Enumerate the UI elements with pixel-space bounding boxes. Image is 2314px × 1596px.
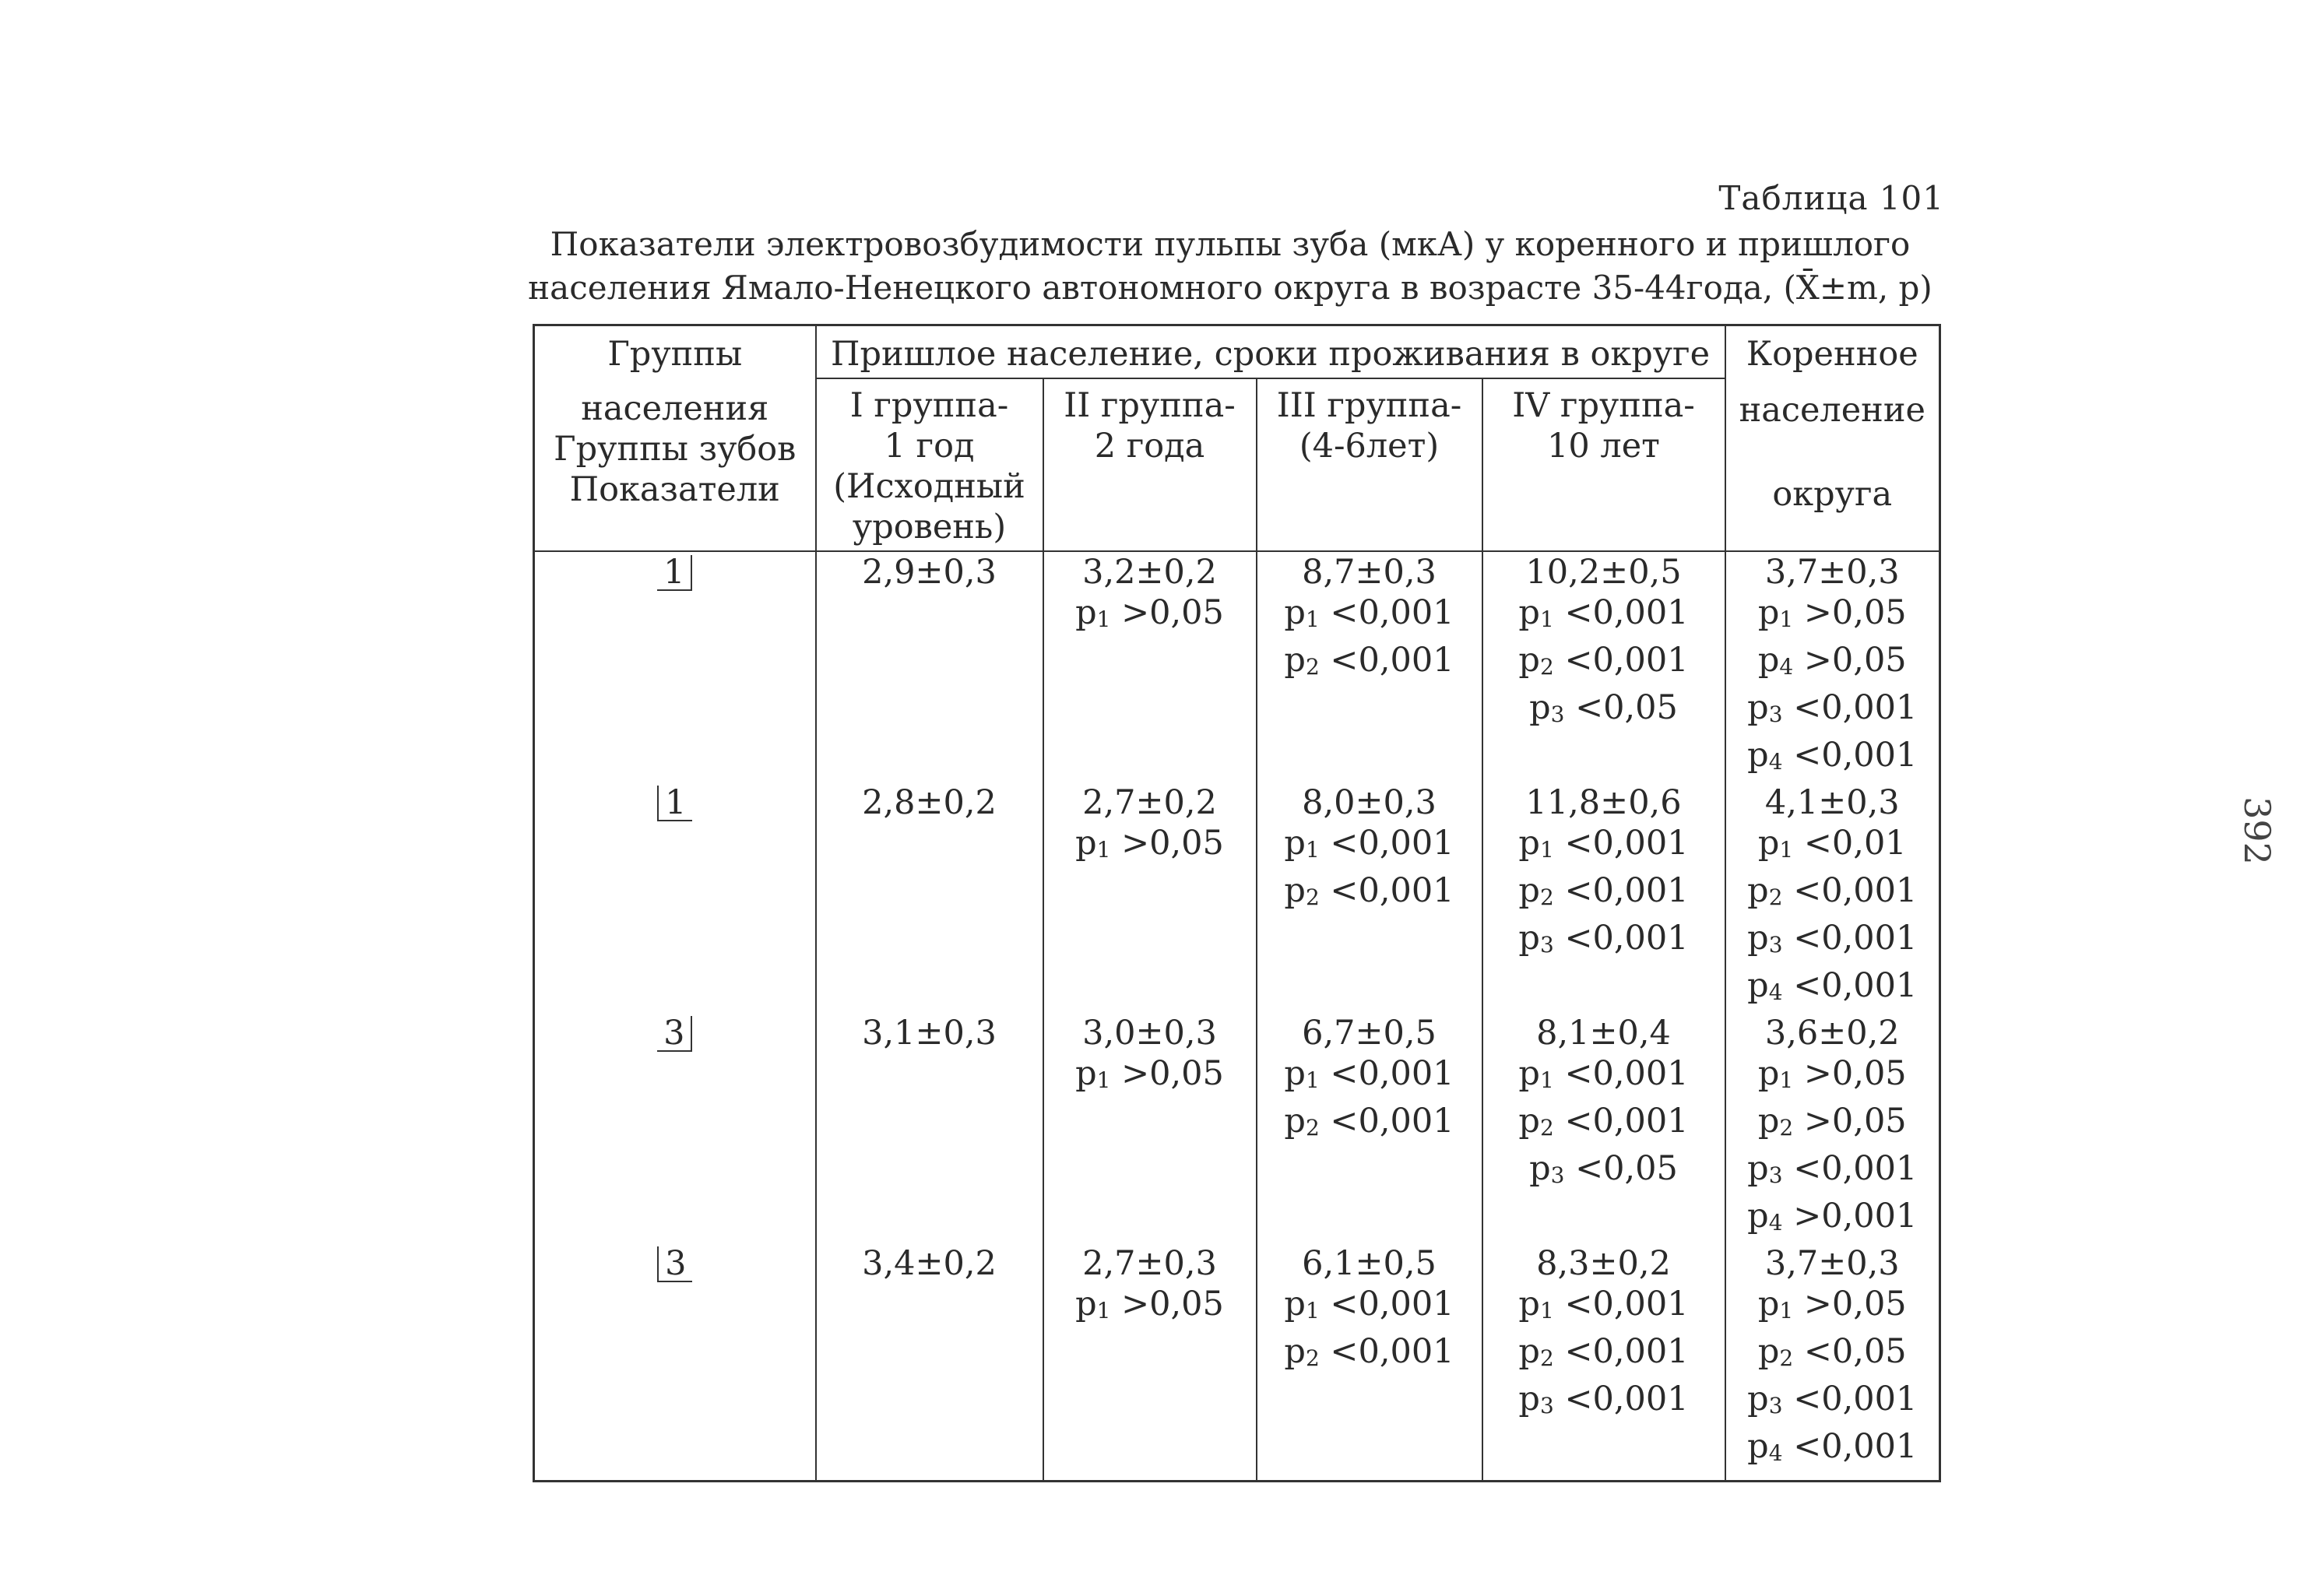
row-label-line: Показатели <box>569 470 780 509</box>
mean-value: 6,1±0,5 <box>1302 1244 1437 1283</box>
p-value: $p_1 <0,001$ <box>1518 1285 1689 1324</box>
p-value: $p_1 >0,05$ <box>1075 1285 1224 1324</box>
group-header-line: 2 года <box>1094 427 1205 466</box>
g3-value-cell <box>1257 1243 1482 1482</box>
p-value: $p_1 <0,001$ <box>1518 1054 1689 1093</box>
mean-value: 8,0±0,3 <box>1302 783 1437 822</box>
p-value: $p_2 <0,001$ <box>1284 1102 1454 1141</box>
group-1-header <box>816 378 1043 551</box>
p-value: $p_1 >0,05$ <box>1075 593 1224 632</box>
group-header-line: (4-6лет) <box>1299 427 1440 466</box>
table-number-label: Таблица 101 <box>1718 179 1944 217</box>
mean-value: 3,4±0,2 <box>862 1244 997 1283</box>
group-header-line: (Исходный <box>833 467 1025 506</box>
p-value: $p_3 <0,001$ <box>1747 919 1918 958</box>
native-value-cell <box>1725 551 1940 782</box>
g4-value-cell <box>1482 782 1725 1013</box>
p-value: $p_1 >0,05$ <box>1757 1054 1907 1093</box>
p-value: $p_2 >0,05$ <box>1757 1102 1907 1141</box>
p-value: $p_3 <0,05$ <box>1529 1149 1678 1188</box>
g4-value-cell <box>1482 1013 1725 1243</box>
mean-value: 3,2±0,2 <box>1082 553 1217 592</box>
p-value: $p_2 <0,001$ <box>1284 641 1454 680</box>
g3-value-cell <box>1257 551 1482 782</box>
p-value: $p_4 <0,001$ <box>1747 966 1918 1005</box>
native-header-line: Коренное <box>1746 335 1918 374</box>
mean-value: 3,7±0,3 <box>1764 1244 1900 1283</box>
p-value: $p_2 <0,05$ <box>1757 1332 1907 1371</box>
table-row <box>534 782 1940 1013</box>
table-caption <box>483 223 1978 310</box>
g2-value-cell <box>1043 1243 1257 1482</box>
p-value: $p_2 <0,001$ <box>1284 1332 1454 1371</box>
caption-line: населения Ямало-Ненецкого автономного округа в возрасте 35-44года, (X̄±m, p) <box>528 269 1932 307</box>
native-header-line: округа <box>1772 475 1893 514</box>
g2-value-cell <box>1043 551 1257 782</box>
group-header-line: 1 год <box>884 427 975 466</box>
g2-value-cell <box>1043 1013 1257 1243</box>
p-value: $p_2 <0,001$ <box>1518 641 1689 680</box>
mean-value: 3,0±0,3 <box>1082 1014 1217 1053</box>
mean-value: 10,2±0,5 <box>1525 553 1682 592</box>
native-value-cell <box>1725 1243 1940 1482</box>
tooth-group-cell <box>534 551 816 782</box>
page-number: 392 <box>2235 796 2278 865</box>
p-value: $p_3 <0,001$ <box>1518 919 1689 958</box>
g4-value-cell <box>1482 1243 1725 1482</box>
p-value: $p_3 <0,001$ <box>1747 688 1918 727</box>
p-value: $p_3 <0,05$ <box>1529 688 1678 727</box>
tooth-number: 1 <box>657 555 692 591</box>
tooth-group-cell <box>534 1013 816 1243</box>
tooth-number: 3 <box>657 1246 692 1282</box>
p-value: $p_1 >0,05$ <box>1757 1285 1907 1324</box>
p-value: $p_3 <0,001$ <box>1747 1380 1918 1418</box>
p-value: $p_1 >0,05$ <box>1075 824 1224 863</box>
mean-value: 2,8±0,2 <box>862 783 997 822</box>
group-header-line: IV группа- <box>1512 386 1695 425</box>
group-header-line: уровень) <box>852 508 1007 547</box>
tooth-group-cell <box>534 782 816 1013</box>
caption-line: Показатели электровозбудимости пульпы зуба (мкА) у коренного и пришлого <box>550 225 1911 263</box>
newcomer-population-title: Пришлое население, сроки проживания в округе <box>830 335 1711 374</box>
g1-value-cell <box>816 551 1043 782</box>
mean-value: 6,7±0,5 <box>1302 1014 1437 1053</box>
p-value: $p_1 <0,001$ <box>1284 593 1454 632</box>
g3-value-cell <box>1257 1013 1482 1243</box>
p-value: $p_1 <0,001$ <box>1518 593 1689 632</box>
p-value: $p_1 <0,001$ <box>1284 824 1454 863</box>
p-value: $p_2 <0,001$ <box>1284 871 1454 910</box>
p-value: $p_2 <0,001$ <box>1747 871 1918 910</box>
table-row <box>534 551 1940 782</box>
p-value: $p_1 <0,01$ <box>1757 824 1907 863</box>
group-header-line: III группа- <box>1276 386 1462 425</box>
native-value-cell <box>1725 1013 1940 1243</box>
p-value: $p_1 >0,05$ <box>1757 593 1907 632</box>
g1-value-cell <box>816 782 1043 1013</box>
row-label-line: населения <box>581 389 769 428</box>
table-row <box>534 1243 1940 1482</box>
p-value: $p_4 >0,001$ <box>1747 1197 1918 1236</box>
p-value: $p_3 <0,001$ <box>1747 1149 1918 1188</box>
row-label-line: Группы зубов <box>554 430 797 469</box>
mean-value: 3,7±0,3 <box>1764 553 1900 592</box>
p-value: $p_4 <0,001$ <box>1747 1427 1918 1466</box>
data-table <box>533 324 1941 1482</box>
g4-value-cell <box>1482 551 1725 782</box>
tooth-number: 1 <box>657 786 692 821</box>
tooth-number: 3 <box>657 1016 692 1052</box>
mean-value: 3,6±0,2 <box>1764 1014 1900 1053</box>
group-header-line: I группа- <box>849 386 1009 425</box>
mean-value: 4,1±0,3 <box>1764 783 1900 822</box>
p-value: $p_4 <0,001$ <box>1747 736 1918 775</box>
mean-value: 3,1±0,3 <box>862 1014 997 1053</box>
row-label-line: Группы <box>607 335 743 374</box>
native-header-line: население <box>1739 391 1925 430</box>
group-2-header <box>1043 378 1257 551</box>
mean-value: 2,9±0,3 <box>862 553 997 592</box>
mean-value: 11,8±0,6 <box>1525 783 1682 822</box>
group-header-line: II группа- <box>1064 386 1236 425</box>
group-4-header <box>1482 378 1725 551</box>
g2-value-cell <box>1043 782 1257 1013</box>
p-value: $p_1 <0,001$ <box>1284 1285 1454 1324</box>
p-value: $p_1 >0,05$ <box>1075 1054 1224 1093</box>
tooth-group-cell <box>534 1243 816 1482</box>
p-value: $p_3 <0,001$ <box>1518 1380 1689 1418</box>
table-body <box>534 551 1940 1482</box>
native-population-header <box>1725 325 1940 552</box>
native-value-cell <box>1725 782 1940 1013</box>
mean-value: 8,1±0,4 <box>1536 1014 1671 1053</box>
table-row <box>534 1013 1940 1243</box>
group-header-line: 10 лет <box>1547 427 1660 466</box>
g3-value-cell <box>1257 782 1482 1013</box>
p-value: $p_2 <0,001$ <box>1518 871 1689 910</box>
group-3-header <box>1257 378 1482 551</box>
p-value: $p_4 >0,05$ <box>1757 641 1907 680</box>
p-value: $p_1 <0,001$ <box>1284 1054 1454 1093</box>
mean-value: 2,7±0,3 <box>1082 1244 1217 1283</box>
mean-value: 8,7±0,3 <box>1302 553 1437 592</box>
g1-value-cell <box>816 1243 1043 1482</box>
mean-value: 8,3±0,2 <box>1536 1244 1671 1283</box>
p-value: $p_2 <0,001$ <box>1518 1332 1689 1371</box>
row-label-header <box>534 325 816 552</box>
newcomer-population-header <box>816 325 1725 379</box>
g1-value-cell <box>816 1013 1043 1243</box>
p-value: $p_1 <0,001$ <box>1518 824 1689 863</box>
p-value: $p_2 <0,001$ <box>1518 1102 1689 1141</box>
mean-value: 2,7±0,2 <box>1082 783 1217 822</box>
